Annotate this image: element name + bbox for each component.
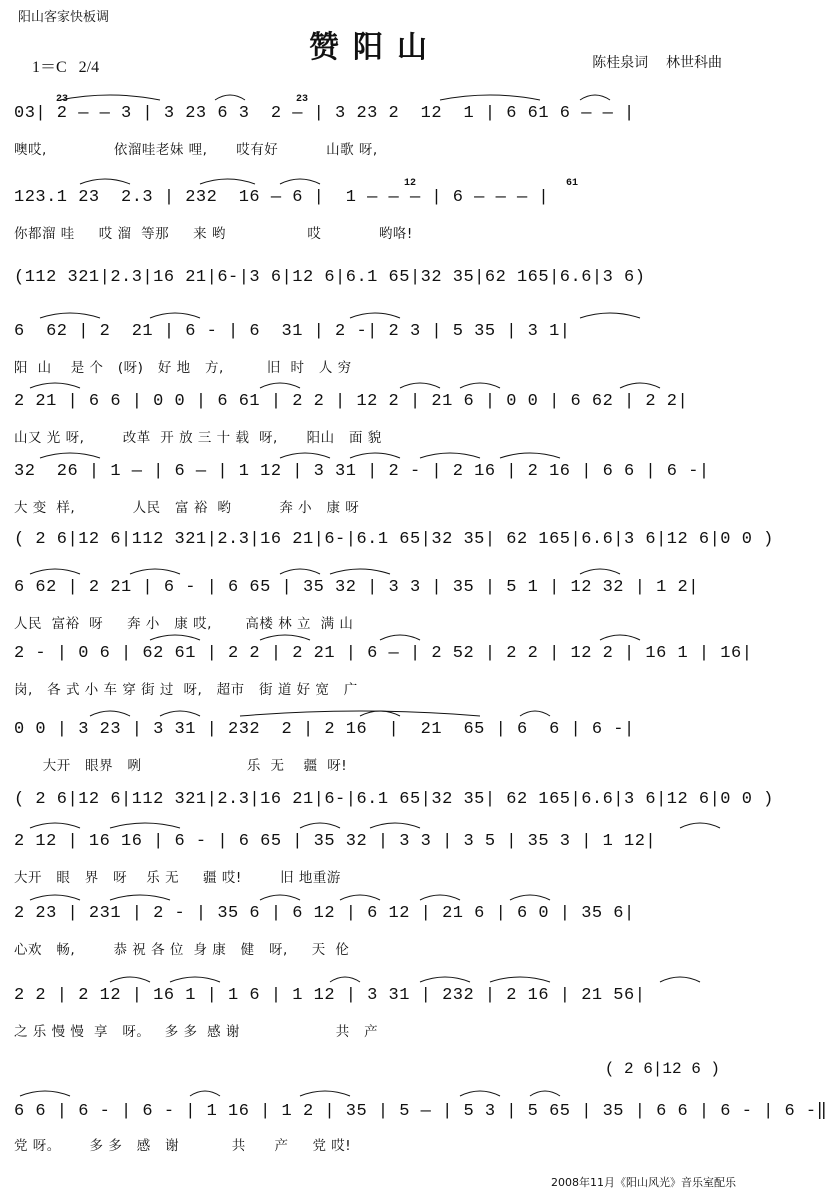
credits: 陈桂泉词 林世科曲 xyxy=(592,55,722,71)
notation-line: ( 2 6|12 6|112 321|2.3|16 21|6-|6.1 65|32 35| 62 165|6.6|3 6|12 6|0 0 ) xyxy=(14,790,774,809)
grace-note: 12 xyxy=(404,178,417,189)
slur-mark xyxy=(600,635,640,640)
notation-line: 2 2 | 2 12 | 16 1 | 1 6 | 1 12 | 3 31 | 232 | 2 16 | 21 56| xyxy=(14,986,646,1005)
slur-mark xyxy=(60,95,160,100)
notation-line: (112 321|2.3|16 21|6-|3 6|12 6|6.1 65|32 35|62 165|6.6|3 6) xyxy=(14,268,646,287)
subtitle: 阳山客家快板调 xyxy=(18,10,110,25)
slur-mark xyxy=(420,453,480,458)
slur-mark xyxy=(150,635,200,640)
slur-mark xyxy=(190,1091,220,1096)
slur-mark xyxy=(215,95,245,100)
slur-mark xyxy=(200,179,255,184)
grace-note: 23 xyxy=(56,94,69,105)
slur-mark xyxy=(40,453,100,458)
slur-mark xyxy=(340,895,380,900)
notation-line: 32 26 | 1 — | 6 — | 1 12 | 3 31 | 2 - | 2 16 | 2 16 | 6 6 | 6 -| xyxy=(14,462,710,481)
key-signature: 1＝C 2/4 xyxy=(32,59,100,76)
notation-line: ( 2 6|12 6|112 321|2.3|16 21|6-|6.1 65|32 35| 62 165|6.6|3 6|12 6|0 0 ) xyxy=(14,530,774,549)
slur-mark xyxy=(80,179,130,184)
lyrics-line: 党 呀。 多 多 感 谢 共 产 党 哎! xyxy=(14,1138,352,1154)
slur-mark xyxy=(380,635,420,640)
slur-mark xyxy=(110,895,170,900)
grace-note: 61 xyxy=(566,178,579,189)
lyrics-line: 你都溜 哇 哎 溜 等那 来 哟 哎 哟咯! xyxy=(14,226,413,242)
slur-mark xyxy=(360,711,400,716)
lyrics-line: 之 乐 慢 慢 享 呀。 多 多 感 谢 共 产 xyxy=(14,1024,379,1040)
slur-mark xyxy=(170,977,220,982)
slur-mark xyxy=(440,95,540,100)
slur-mark xyxy=(260,635,310,640)
notation-line: 2 23 | 231 | 2 - | 35 6 | 6 12 | 6 12 | 21 6 | 6 0 | 35 6| xyxy=(14,904,635,923)
slur-mark xyxy=(160,711,200,716)
lyrics-line: 大开 眼 界 呀 乐 无 疆 哎! 旧 地重游 xyxy=(14,870,341,886)
slur-mark xyxy=(350,453,400,458)
notation-line: 2 12 | 16 16 | 6 - | 6 65 | 35 32 | 3 3 | 3 5 | 35 3 | 1 12| xyxy=(14,832,657,851)
notation-line: 6 62 | 2 21 | 6 - | 6 65 | 35 32 | 3 3 | 35 | 5 1 | 12 32 | 1 2| xyxy=(14,578,699,597)
lyrics-line: 人民 富裕 呀 奔 小 康 哎, 高楼 林 立 满 山 xyxy=(14,616,354,632)
footer: 2008年11月《阳山风光》音乐室配乐 xyxy=(551,1176,736,1189)
lyrics-line: 大开 眼界 咧 乐 无 疆 呀! xyxy=(14,758,348,774)
slur-mark xyxy=(460,383,500,388)
slur-mark xyxy=(300,1091,350,1096)
slur-mark xyxy=(660,977,700,982)
notation-line: 123.1 23 2.3 | 232 16 — 6 | 1 — — — | 6 — — — | xyxy=(14,188,550,207)
slur-mark xyxy=(240,711,480,716)
lyrics-line xyxy=(14,302,740,322)
notation-line: 6 62 | 2 21 | 6 - | 6 31 | 2 -| 2 3 | 5 35 | 3 1| xyxy=(14,322,571,341)
slur-mark xyxy=(420,977,470,982)
slur-mark xyxy=(510,895,550,900)
notation-line: 2 21 | 6 6 | 0 0 | 6 61 | 2 2 | 12 2 | 21 6 | 0 0 | 6 62 | 2 2| xyxy=(14,392,689,411)
lyrics-line: 噢哎, 依溜哇老妹 哩, 哎有好 山歌 呀, xyxy=(14,142,378,158)
slur-mark xyxy=(20,1091,70,1096)
slur-mark xyxy=(500,453,560,458)
slur-mark xyxy=(620,383,660,388)
slur-mark xyxy=(330,977,360,982)
slur-mark xyxy=(30,895,80,900)
notation-line: 0 0 | 3 23 | 3 31 | 232 2 | 2 16 | 21 65 | 6 6 | 6 -| xyxy=(14,720,635,739)
notation-line: 03| 2 — — 3 | 3 23 6 3 2 — | 3 23 2 12 1 | 6 61 6 — — | xyxy=(14,104,635,123)
page-title: 赞阳山 xyxy=(309,30,441,65)
slur-mark xyxy=(400,383,440,388)
slur-mark xyxy=(420,895,460,900)
notation-line: 2 - | 0 6 | 62 61 | 2 2 | 2 21 | 6 — | 2 52 | 2 2 | 12 2 | 16 1 | 16| xyxy=(14,644,753,663)
slur-mark xyxy=(110,977,150,982)
slur-mark xyxy=(90,711,130,716)
slur-mark xyxy=(280,453,330,458)
slur-mark xyxy=(490,977,550,982)
lyrics-line: 山又 光 呀, 改革 开 放 三 十 载 呀, 阳山 面 貌 xyxy=(14,430,382,446)
lyrics-line: 阳 山 是 个 (呀) 好 地 方, 旧 时 人 穷 xyxy=(14,360,352,376)
slur-mark xyxy=(460,1091,500,1096)
slur-mark xyxy=(580,95,610,100)
slur-mark xyxy=(260,383,300,388)
lyrics-line: 岗, 各 式 小 车 穿 街 过 呀, 超市 街 道 好 宽 广 xyxy=(14,682,358,698)
lyrics-line: 心欢 畅, 恭 祝 各 位 身 康 健 呀, 天 伦 xyxy=(14,942,350,958)
slur-mark xyxy=(260,895,300,900)
grace-note: 23 xyxy=(296,94,309,105)
pickup-notation: ( 2 6|12 6 ) xyxy=(604,1060,720,1078)
lyrics-line: 大 变 样, 人民 富 裕 哟 奔 小 康 呀 xyxy=(14,500,360,516)
notation-line: 6 6 | 6 - | 6 - | 1 16 | 1 2 | 35 | 5 — | 5 3 | 5 65 | 35 | 6 6 | 6 - | 6 -‖ xyxy=(14,1102,827,1121)
slur-mark xyxy=(280,179,320,184)
slur-mark xyxy=(520,711,550,716)
slur-mark xyxy=(530,1091,560,1096)
slur-mark xyxy=(30,383,80,388)
